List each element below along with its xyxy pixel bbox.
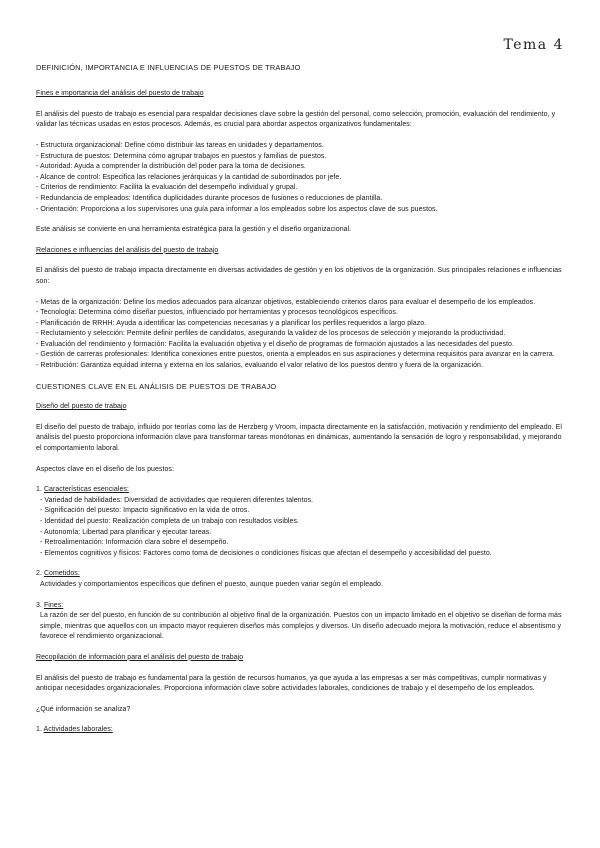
list-item: - Autoridad: Ayuda a comprender la distribución del poder para la toma de decisiones. [36,163,306,171]
numbered-item [36,485,564,496]
list-item: - Retroalimentación: Información clara sobre el desempeño. [40,539,229,547]
list-item: - Criterios de rendimiento: Facilita la evaluación del desempeño individual y grupal. [36,184,298,192]
numbered-item [36,725,564,736]
list-item: - Tecnología: Determina cómo diseñar puestos, influenciado por herramientas y procesos tecnológicos específicos. [36,309,398,317]
subheading-fines: Fines e importancia del análisis del puesto de trabajo [36,90,204,98]
list-item: - Variedad de habilidades: Diversidad de actividades que requieren diferentes talentos. [40,496,314,504]
list-item: - Identidad del puesto: Realización completa de un trabajo con resultados visibles. [40,518,300,525]
list-item: - Metas de la organización: Define los medios adecuados para alcanzar objetivos, estableciendo criterios claros para evaluar el desempeño de los empleados. [36,298,536,306]
list-item: - Significación del puesto: Impacto significativo en la vida de otros. [40,507,250,515]
document-page [36,37,564,736]
document-title: Tema 4 [503,37,564,53]
item-number: 1. [36,726,44,734]
numbered-item [36,601,564,612]
bullet-list [36,298,564,372]
subheading-recopilacion: Recopilación de información para el análisis del puesto de trabajo [36,653,244,661]
paragraph: El análisis del puesto de trabajo es esencial para respaldar decisiones clave sobre la gestión del personal, como selección, promoción, evaluación del rendimiento, y validar las técnicas usadas en estos procesos. Además, es crucial para abordar aspectos organizativos fundamentales: [36,110,556,129]
item-label: Fines: [43,601,64,609]
bullet-list [40,496,564,560]
list-item: - Reclutamiento y selección: Permite definir perfiles de candidatos, asegurando la validez de los procesos de selección y mejorando la productividad. [36,330,506,338]
list-item: - Elementos cognitivos y físicos: Factores como toma de decisiones o condiciones físicas que afectan el desempeño y accesibilidad del puesto. [40,549,492,557]
paragraph: El análisis del puesto de trabajo impacta directamente en diversas actividades de gestión y en los objetivos de la organización. Sus principales relaciones e influencias son: [36,267,562,285]
paragraph: Aspectos clave en el diseño de los puestos: [36,465,174,473]
list-item: - Redundancia de empleados: Identifica duplicidades durante procesos de fusiones o reducciones de plantilla. [36,194,383,202]
question-text: ¿Qué información se analiza? [36,705,131,713]
item-label: Actividades laborales: [43,726,113,734]
list-item: - Alcance de control: Especifica las relaciones jerárquicas y la cantidad de subordinados por jefe. [36,173,342,181]
item-number: 2. [36,570,44,578]
list-item: - Orientación: Proporciona a los supervisores una guía para informar a los empleados sobre los aspectos clave de sus puestos. [36,205,438,213]
paragraph: La razón de ser del puesto, en función de su contribución al objetivo final de la organización. Puestos con un impacto limitado en el objetivo se diseñan de forma más simple, mientras que aquellos con un impacto mayor requieren diseños más complejos y diversos. Un diseño adecuado mejora la motivación, reduce el absentismo y favorece el rendimiento organizacional. [40,612,562,641]
paragraph: El diseño del puesto de trabajo, influido por teorías como las de Herzberg y Vroom, impacta directamente en la satisfacción, motivación y rendimiento del empleado. El análisis del puesto proporciona información clave para transformar tareas monótonas en dinámicas, aumentando la sensación de logro y responsabilidad, y mejorando el comportamiento laboral. [36,423,562,453]
section-heading-cuestiones: CUESTIONES CLAVE EN EL ANÁLISIS DE PUESTOS DE TRABAJO [36,381,277,391]
numbered-item [36,569,564,580]
item-label: Características esenciales: [43,486,129,494]
item-label: Cometidos: [43,570,80,578]
list-item: - Estructura organizacional: Define cómo distribuir las tareas en unidades y departamentos. [36,141,324,149]
list-item: - Autonomía: Libertad para planificar y ejecutar tareas. [40,528,212,536]
list-item: - Gestión de carreras profesionales: Identifica conexiones entre puestos, orienta a empleados en sus aspiraciones y determina requisitos para avanzar en la carrera. [36,351,555,359]
subheading-relaciones: Relaciones e influencias del análisis del puesto de trabajo [36,246,219,254]
section-heading-definicion: DEFINICIÓN, IMPORTANCIA E INFLUENCIAS DE PUESTOS DE TRABAJO [36,62,301,72]
bullet-list [36,141,564,215]
list-item: - Estructura de puestos: Determina cómo agrupar trabajos en puestos y familias de puestos. [36,152,327,160]
paragraph: Este análisis se convierte en una herramienta estratégica para la gestión y el diseño organizacional. [36,226,352,234]
paragraph: El análisis del puesto de trabajo es fundamental para la gestión de recursos humanos, ya que ayuda a las empresas a ser más competitivas, cumplir normativas y anticipar necesidades organizacionales. Proporciona información clave sobre actividades laborales, condiciones de trabajo y el desempeño de los empleados. [36,674,547,693]
list-item: - Planificación de RRHH: Ayuda a identificar las competencias necesarias y a planificar los perfiles requeridos a largo plazo. [36,319,427,327]
paragraph: Actividades y comportamientos específicos que definen el puesto, aunque pueden variar según el empleado. [40,580,383,588]
subheading-diseno: Diseño del puesto de trabajo [36,403,127,411]
list-item: - Evaluación del rendimiento y formación: Facilita la evaluación objetiva y el diseño de programas de formación ajustados a las necesidades del puesto. [36,340,514,348]
list-item: - Retribución: Garantiza equidad interna y externa en los salarios, evaluando el valor relativo de los puestos dentro y fuera de la organización. [36,362,483,370]
item-number: 3. [36,601,44,609]
item-number: 1. [36,486,44,494]
